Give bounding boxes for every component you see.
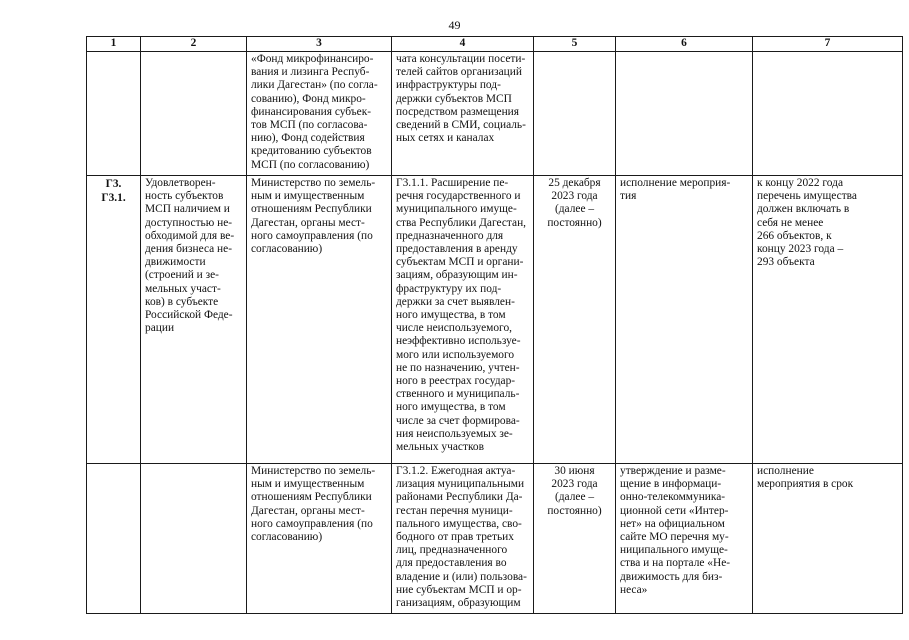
table-row-g312 — [87, 464, 903, 614]
column-number-5: 5 — [534, 37, 616, 52]
table-row-g3 — [87, 176, 903, 464]
code-line-1: Г3. — [105, 178, 122, 190]
column-number-1: 1 — [87, 37, 141, 52]
cell-goal — [141, 52, 247, 176]
column-number-3: 3 — [247, 37, 392, 52]
cell-goal: Удовлетворен- ность субъектов МСП наличием и доступностью не- обходимой для ве- дения бизнеса не- движимости (строений и зе- мельных участ- ков) в субъекте Российской Феде- рации — [141, 176, 247, 464]
column-number-6: 6 — [616, 37, 753, 52]
cell-executor: «Фонд микрофинансиро- вания и лизинга Респуб- лики Дагестан» (по согла- сованию), Фонд микро- финансирования субъек- тов МСП (по согласова- нию), Фонд содействия кредитованию субъектов МСП (по согласованию) — [247, 52, 392, 176]
cell-result: исполнение мероприя- тия — [616, 176, 753, 464]
cell-indicator — [753, 52, 903, 176]
cell-code — [87, 52, 141, 176]
column-number-4: 4 — [392, 37, 534, 52]
cell-deadline: 25 декабря 2023 года (далее – постоянно) — [534, 176, 616, 464]
measures-table — [86, 36, 903, 614]
cell-indicator: исполнение мероприятия в срок — [753, 464, 903, 614]
cell-measure: Г3.1.2. Ежегодная актуа- лизация муниципальными районами Республики Да- гестан перечня муници- пального имущества, сво- бодного от прав третьих лиц, предназначенного для предоставления во владение и (или) пользова- ние субъектам МСП и ор- ганизациям, образующим — [392, 464, 534, 614]
cell-result — [616, 52, 753, 176]
cell-deadline — [534, 52, 616, 176]
cell-measure: Г3.1.1. Расширение пе- речня государственного и муниципального имуще- ства Республики Дагестан, предназначенного для предоставления в аренду субъектам МСП и органи- зациям, образующим ин- фраструктуру их под- держки за счет выявлен- ного имущества, в том числе неиспользуемого, неэффективно используе- мого или используемого не по назначению, учтен- ного в реестрах государ- ственного и муниципаль- ного имущества, в том числе за счет формирова- ния неиспользуемых зе- мельных участков — [392, 176, 534, 464]
cell-deadline: 30 июня 2023 года (далее – постоянно) — [534, 464, 616, 614]
code-line-2: Г3.1. — [101, 192, 126, 204]
cell-goal — [141, 464, 247, 614]
cell-executor: Министерство по земель- ным и имущественным отношениям Республики Дагестан, органы мест- ного самоуправления (по согласованию) — [247, 176, 392, 464]
cell-indicator: к концу 2022 года перечень имущества должен включать в себя не менее 266 объектов, к концу 2023 года – 293 объекта — [753, 176, 903, 464]
column-number-2: 2 — [141, 37, 247, 52]
cell-code — [87, 176, 141, 464]
cell-executor: Министерство по земель- ным и имущественным отношениям Республики Дагестан, органы мест- ного самоуправления (по согласованию) — [247, 464, 392, 614]
table-row-continuation — [87, 52, 903, 176]
cell-code — [87, 464, 141, 614]
page-number: 49 — [448, 18, 461, 32]
cell-measure: чата консультации посети- телей сайтов организаций инфраструктуры под- держки субъектов МСП посредством размещения сведений в СМИ, социаль- ных сетях и каналах — [392, 52, 534, 176]
column-number-row — [87, 37, 903, 52]
cell-result: утверждение и разме- щение в информаци- онно-телекоммуника- ционной сети «Интер- нет» на официальном сайте МО перечня му- ниципального имуще- ства и на портале «Не- движимость для биз- неса» — [616, 464, 753, 614]
column-number-7: 7 — [753, 37, 903, 52]
